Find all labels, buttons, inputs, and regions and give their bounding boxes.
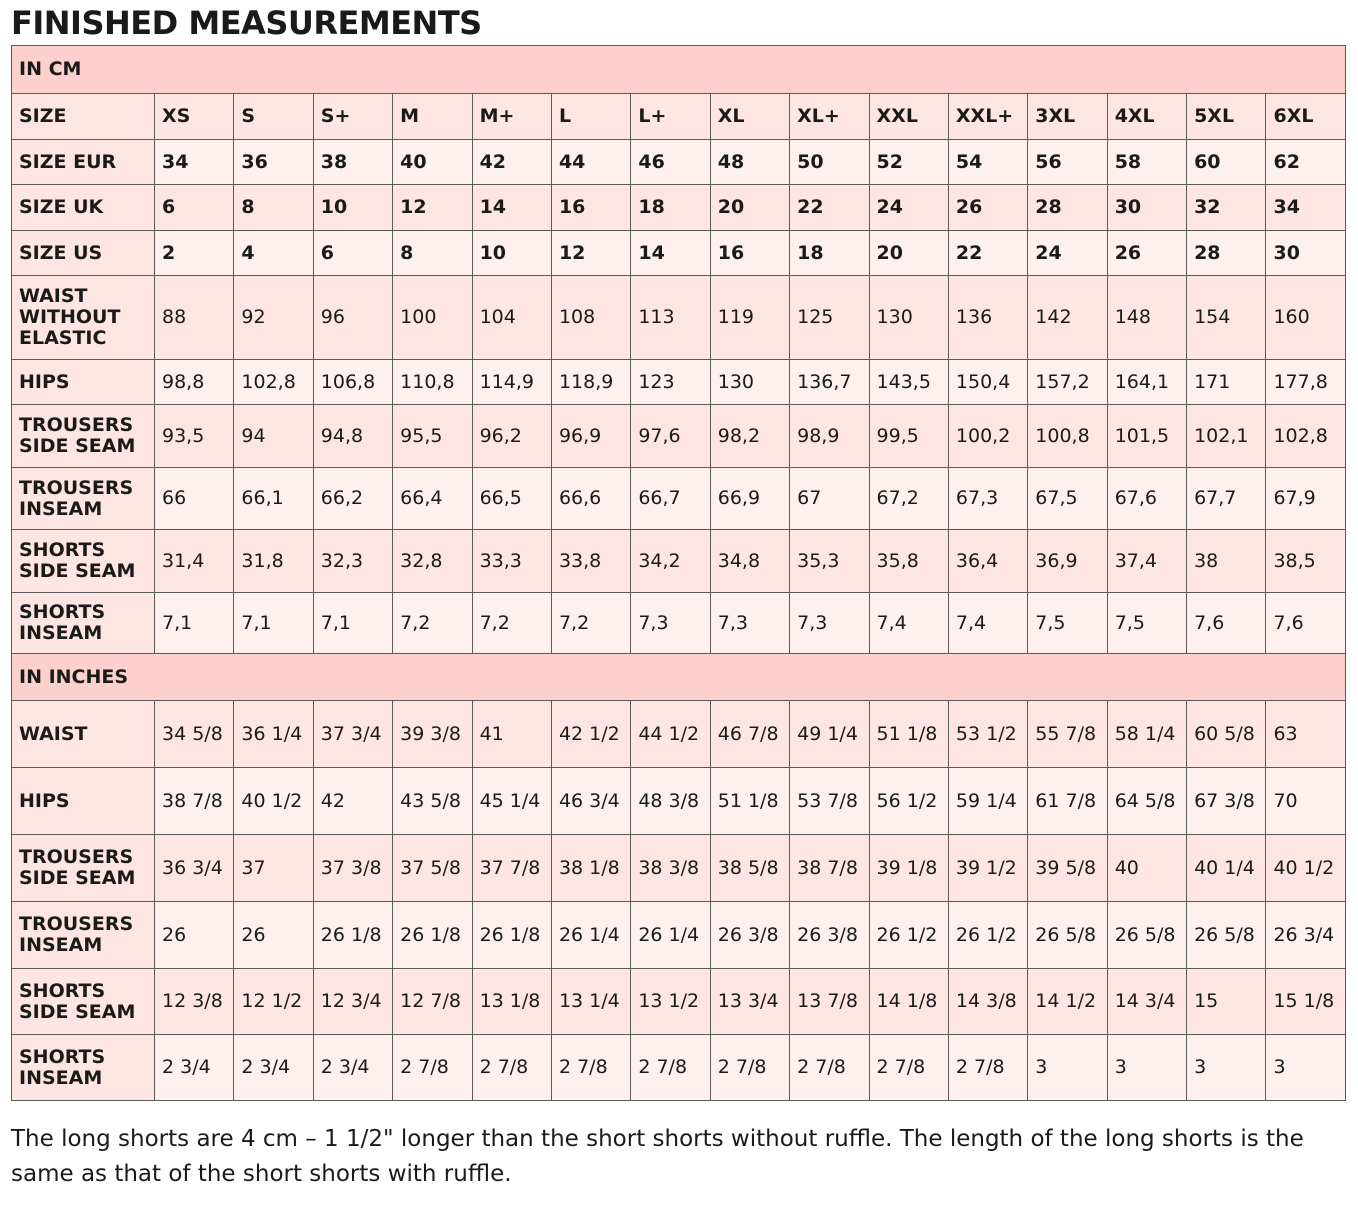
table-cell: 2 [155,231,234,276]
table-cell: 61 7/8 [1028,768,1107,835]
table-cell: 22 [948,231,1027,276]
table-cell: 13 7/8 [790,969,869,1035]
table-cell: 2 3/4 [234,1035,313,1101]
table-cell: 171 [1187,360,1266,405]
table-cell: 38 7/8 [155,768,234,835]
table-cell: 26 3/8 [790,902,869,969]
table-cell: 48 [710,140,789,185]
table-cell: 60 [1187,140,1266,185]
table-cell: 38 [1187,530,1266,593]
row-label: WAIST WITHOUT ELASTIC [12,276,155,360]
table-cell: 94,8 [313,405,392,468]
table-cell: 30 [1266,231,1346,276]
table-cell: 94 [234,405,313,468]
table-cell: 12 3/4 [313,969,392,1035]
table-cell: 33,3 [472,530,551,593]
table-cell: XL [710,94,789,140]
table-cell: 7,1 [313,593,392,654]
table-cell: 24 [1028,231,1107,276]
row-label: TROUSERS SIDE SEAM [12,835,155,902]
table-cell: 14 [472,185,551,231]
table-cell: 66 [155,468,234,530]
table-cell: 35,8 [869,530,948,593]
table-cell: 46 7/8 [710,701,789,768]
table-cell: 35,3 [790,530,869,593]
table-cell: 54 [948,140,1027,185]
table-cell: 31,4 [155,530,234,593]
section-header-row [12,46,1346,94]
table-cell: 37 3/4 [313,701,392,768]
table-cell: 53 1/2 [948,701,1027,768]
table-cell: 51 1/8 [869,701,948,768]
table-cell: 6 [155,185,234,231]
table-cell: 36,4 [948,530,1027,593]
table-cell: 63 [1266,701,1346,768]
table-cell: 40 1/2 [234,768,313,835]
table-cell: 28 [1187,231,1266,276]
table-cell: 66,1 [234,468,313,530]
table-cell: 26 1/2 [869,902,948,969]
footnote: The long shorts are 4 cm – 1 1/2" longer than the short shorts without ruffle. The length of the long shorts is the same as that of the short shorts with ruffle. [11,1126,1304,1187]
table-cell: XXL+ [948,94,1027,140]
table-cell: 66,2 [313,468,392,530]
row-label: TROUSERS INSEAM [12,902,155,969]
table-row [12,405,1346,468]
table-cell: 26 5/8 [1028,902,1107,969]
table-cell: 10 [313,185,392,231]
table-cell: 100,8 [1028,405,1107,468]
table-cell: 42 [313,768,392,835]
table-cell: 98,8 [155,360,234,405]
table-cell: 38 1/8 [551,835,630,902]
table-cell: 59 1/4 [948,768,1027,835]
table-cell: 38 3/8 [631,835,710,902]
table-cell: 22 [790,185,869,231]
table-cell: 4XL [1107,94,1186,140]
table-cell: 51 1/8 [710,768,789,835]
section-header-row [12,654,1346,701]
table-cell: 7,1 [234,593,313,654]
table-cell: XS [155,94,234,140]
table-cell: 37,4 [1107,530,1186,593]
table-cell: 100,2 [948,405,1027,468]
table-cell: 7,3 [631,593,710,654]
table-cell: 92 [234,276,313,360]
row-label: SHORTS INSEAM [12,593,155,654]
table-cell: 12 1/2 [234,969,313,1035]
table-row [12,1035,1346,1101]
table-cell: 26 3/4 [1266,902,1346,969]
table-cell: 26 [155,902,234,969]
row-label: SIZE EUR [12,140,155,185]
table-row [12,140,1346,185]
table-cell: 38 [313,140,392,185]
table-cell: 58 1/4 [1107,701,1186,768]
table-cell: 37 3/8 [313,835,392,902]
table-cell: 66,4 [393,468,472,530]
table-cell: 26 5/8 [1107,902,1186,969]
table-row [12,701,1346,768]
table-cell: 40 [393,140,472,185]
table-cell: 37 [234,835,313,902]
table-cell: 148 [1107,276,1186,360]
table-cell: 96,2 [472,405,551,468]
table-cell: 15 [1187,969,1266,1035]
table-cell: 113 [631,276,710,360]
table-cell: 3XL [1028,94,1107,140]
table-cell: 30 [1107,185,1186,231]
table-row [12,969,1346,1035]
table-cell: 67,5 [1028,468,1107,530]
table-cell: 8 [393,231,472,276]
table-cell: 20 [869,231,948,276]
table-cell: 40 [1107,835,1186,902]
table-cell: 36 3/4 [155,835,234,902]
table-cell: 136,7 [790,360,869,405]
table-cell: 3 [1107,1035,1186,1101]
table-cell: 136 [948,276,1027,360]
table-cell: L+ [631,94,710,140]
table-cell: 98,9 [790,405,869,468]
table-cell: 26 1/8 [472,902,551,969]
table-cell: 12 [551,231,630,276]
table-row [12,530,1346,593]
table-cell: 12 3/8 [155,969,234,1035]
table-cell: 34 5/8 [155,701,234,768]
table-cell: 14 1/2 [1028,969,1107,1035]
table-cell: 7,3 [710,593,789,654]
table-cell: 95,5 [393,405,472,468]
table-cell: 31,8 [234,530,313,593]
table-cell: 48 3/8 [631,768,710,835]
table-cell: L [551,94,630,140]
table-cell: 7,5 [1028,593,1107,654]
table-cell: 102,8 [234,360,313,405]
table-cell: 46 3/4 [551,768,630,835]
table-cell: 18 [790,231,869,276]
table-cell: 34,2 [631,530,710,593]
row-label: SHORTS INSEAM [12,1035,155,1101]
table-cell: 2 3/4 [313,1035,392,1101]
page-title: FINISHED MEASUREMENTS [11,4,482,42]
table-cell: 6XL [1266,94,1346,140]
table-cell: 34 [155,140,234,185]
table-cell: 13 1/2 [631,969,710,1035]
table-cell: 119 [710,276,789,360]
table-cell: 52 [869,140,948,185]
row-label: WAIST [12,701,155,768]
table-cell: 2 7/8 [551,1035,630,1101]
table-cell: 26 [948,185,1027,231]
table-cell: 96 [313,276,392,360]
table-cell: 6 [313,231,392,276]
table-cell: 26 3/8 [710,902,789,969]
table-cell: 70 [1266,768,1346,835]
table-cell: 97,6 [631,405,710,468]
table-cell: 33,8 [551,530,630,593]
table-cell: 2 7/8 [869,1035,948,1101]
table-cell: 102,8 [1266,405,1346,468]
table-cell: 34 [1266,185,1346,231]
table-cell: 99,5 [869,405,948,468]
table-cell: 32,8 [393,530,472,593]
table-cell: 96,9 [551,405,630,468]
table-cell: 39 1/8 [869,835,948,902]
table-cell: 150,4 [948,360,1027,405]
table-cell: M+ [472,94,551,140]
table-cell: 28 [1028,185,1107,231]
table-cell: 66,9 [710,468,789,530]
table-cell: 7,2 [551,593,630,654]
table-cell: 7,6 [1266,593,1346,654]
table-cell: 108 [551,276,630,360]
table-cell: 14 [631,231,710,276]
table-cell: 40 1/2 [1266,835,1346,902]
table-cell: 106,8 [313,360,392,405]
table-cell: 26 1/4 [551,902,630,969]
table-cell: 16 [551,185,630,231]
table-cell: 58 [1107,140,1186,185]
table-cell: 41 [472,701,551,768]
table-cell: 36 [234,140,313,185]
table-cell: 101,5 [1107,405,1186,468]
table-cell: 44 1/2 [631,701,710,768]
table-cell: M [393,94,472,140]
row-label: TROUSERS SIDE SEAM [12,405,155,468]
table-cell: 157,2 [1028,360,1107,405]
table-cell: 36 1/4 [234,701,313,768]
table-cell: 8 [234,185,313,231]
table-cell: 38 7/8 [790,835,869,902]
table-cell: 39 1/2 [948,835,1027,902]
table-cell: 55 7/8 [1028,701,1107,768]
table-cell: 123 [631,360,710,405]
section-heading: IN INCHES [12,654,1346,701]
table-cell: 13 1/8 [472,969,551,1035]
table-cell: 56 1/2 [869,768,948,835]
table-cell: 7,5 [1107,593,1186,654]
table-cell: 142 [1028,276,1107,360]
table-cell: 13 1/4 [551,969,630,1035]
table-cell: 3 [1187,1035,1266,1101]
table-cell: 88 [155,276,234,360]
table-row [12,231,1346,276]
table-cell: S [234,94,313,140]
table-cell: 67 3/8 [1187,768,1266,835]
table-cell: 67,7 [1187,468,1266,530]
table-cell: 67,6 [1107,468,1186,530]
table-cell: 56 [1028,140,1107,185]
table-row [12,94,1346,140]
table-cell: 67,2 [869,468,948,530]
table-cell: 43 5/8 [393,768,472,835]
table-cell: 60 5/8 [1187,701,1266,768]
table-row [12,276,1346,360]
table-cell: 67 [790,468,869,530]
table-cell: 46 [631,140,710,185]
table-cell: 114,9 [472,360,551,405]
table-cell: 42 1/2 [551,701,630,768]
table-cell: 62 [1266,140,1346,185]
table-row [12,593,1346,654]
table-cell: 5XL [1187,94,1266,140]
row-label: SIZE UK [12,185,155,231]
table-cell: 67,3 [948,468,1027,530]
table-cell: 118,9 [551,360,630,405]
table-cell: 36,9 [1028,530,1107,593]
table-row [12,902,1346,969]
table-cell: 64 5/8 [1107,768,1186,835]
table-cell: 130 [869,276,948,360]
table-cell: 37 5/8 [393,835,472,902]
table-cell: 164,1 [1107,360,1186,405]
table-cell: 7,1 [155,593,234,654]
table-cell: 7,4 [869,593,948,654]
table-cell: 3 [1266,1035,1346,1101]
table-cell: 2 7/8 [948,1035,1027,1101]
table-cell: 154 [1187,276,1266,360]
table-cell: 14 3/8 [948,969,1027,1035]
table-cell: 2 3/4 [155,1035,234,1101]
measurements-table [11,45,1346,1101]
table-cell: 45 1/4 [472,768,551,835]
row-label: SIZE [12,94,155,140]
table-cell: 26 [234,902,313,969]
table-cell: 7,2 [472,593,551,654]
table-cell: 26 1/4 [631,902,710,969]
table-cell: 104 [472,276,551,360]
table-cell: XL+ [790,94,869,140]
table-cell: 34,8 [710,530,789,593]
table-cell: 39 5/8 [1028,835,1107,902]
table-cell: 14 3/4 [1107,969,1186,1035]
table-cell: 24 [869,185,948,231]
table-cell: 44 [551,140,630,185]
table-cell: 32,3 [313,530,392,593]
table-cell: 38,5 [1266,530,1346,593]
table-cell: 2 7/8 [790,1035,869,1101]
table-cell: 102,1 [1187,405,1266,468]
table-cell: S+ [313,94,392,140]
table-cell: 49 1/4 [790,701,869,768]
table-cell: 32 [1187,185,1266,231]
table-cell: 12 7/8 [393,969,472,1035]
table-cell: 15 1/8 [1266,969,1346,1035]
section-heading: IN CM [12,46,1346,94]
table-cell: 20 [710,185,789,231]
row-label: SHORTS SIDE SEAM [12,969,155,1035]
table-row [12,360,1346,405]
table-cell: 130 [710,360,789,405]
table-cell: 13 3/4 [710,969,789,1035]
table-cell: 7,3 [790,593,869,654]
table-cell: 125 [790,276,869,360]
table-cell: 53 7/8 [790,768,869,835]
row-label: SIZE US [12,231,155,276]
table-cell: 26 1/8 [313,902,392,969]
table-cell: 98,2 [710,405,789,468]
table-cell: 37 7/8 [472,835,551,902]
table-cell: 7,4 [948,593,1027,654]
table-cell: 2 7/8 [472,1035,551,1101]
table-cell: 3 [1028,1035,1107,1101]
table-cell: 100 [393,276,472,360]
table-cell: 42 [472,140,551,185]
table-cell: 7,2 [393,593,472,654]
table-cell: 2 7/8 [393,1035,472,1101]
table-cell: 67,9 [1266,468,1346,530]
table-cell: 18 [631,185,710,231]
table-cell: 50 [790,140,869,185]
table-cell: 38 5/8 [710,835,789,902]
table-cell: 4 [234,231,313,276]
table-cell: 26 1/8 [393,902,472,969]
table-cell: 26 1/2 [948,902,1027,969]
table-cell: 143,5 [869,360,948,405]
table-cell: 26 [1107,231,1186,276]
table-cell: 26 5/8 [1187,902,1266,969]
table-cell: 93,5 [155,405,234,468]
table-row [12,468,1346,530]
table-cell: 10 [472,231,551,276]
table-row [12,835,1346,902]
table-cell: 110,8 [393,360,472,405]
table-cell: 2 7/8 [631,1035,710,1101]
row-label: HIPS [12,360,155,405]
table-cell: 40 1/4 [1187,835,1266,902]
table-cell: 177,8 [1266,360,1346,405]
table-cell: 160 [1266,276,1346,360]
table-cell: 7,6 [1187,593,1266,654]
table-cell: 39 3/8 [393,701,472,768]
row-label: SHORTS SIDE SEAM [12,530,155,593]
table-cell: 66,5 [472,468,551,530]
table-row [12,185,1346,231]
table-cell: 66,6 [551,468,630,530]
row-label: HIPS [12,768,155,835]
table-row [12,768,1346,835]
table-cell: 2 7/8 [710,1035,789,1101]
table-cell: 14 1/8 [869,969,948,1035]
table-cell: 12 [393,185,472,231]
table-cell: 16 [710,231,789,276]
table-cell: 66,7 [631,468,710,530]
row-label: TROUSERS INSEAM [12,468,155,530]
table-cell: XXL [869,94,948,140]
